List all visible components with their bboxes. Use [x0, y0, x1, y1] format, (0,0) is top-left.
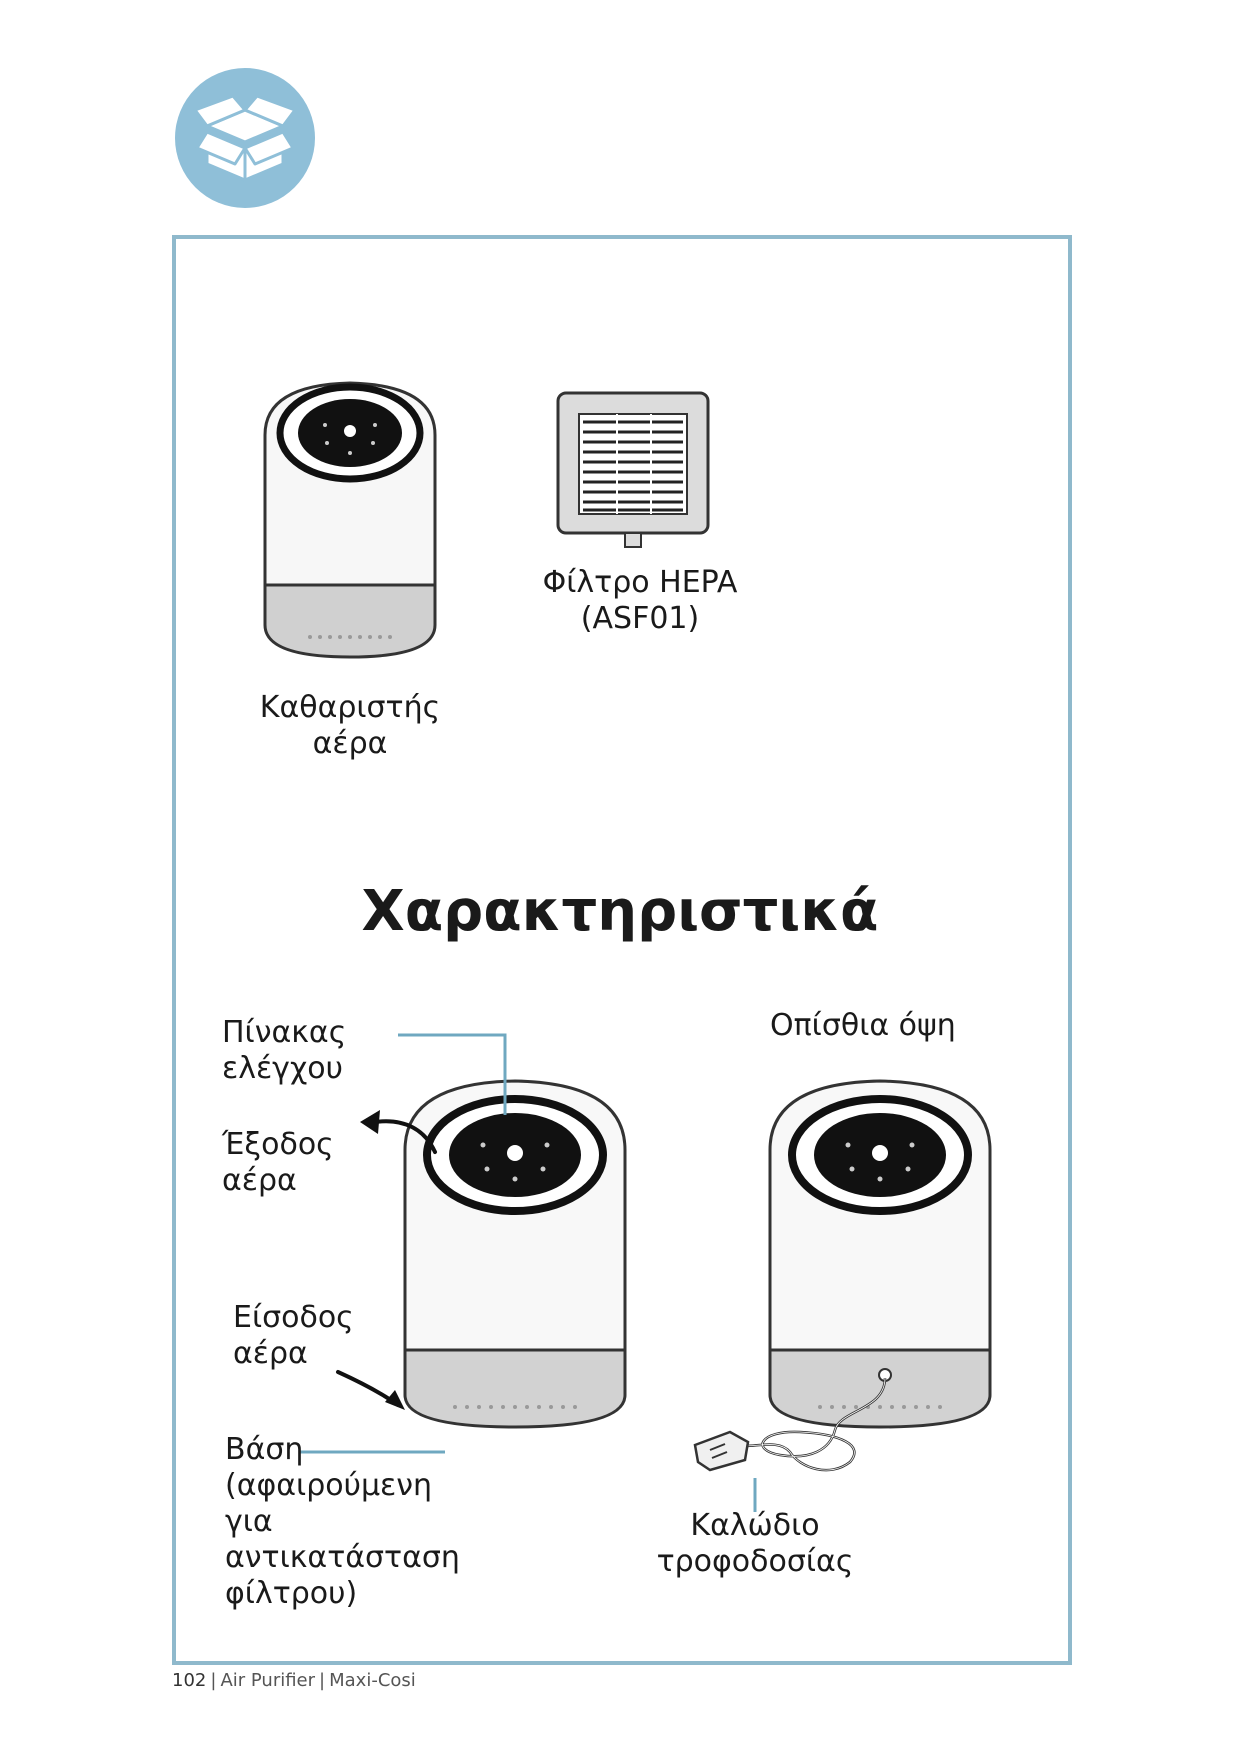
- purifier-label: Καθαριστής αέρα: [259, 690, 441, 761]
- air-outlet-label: Έξοδος αέρα: [222, 1127, 334, 1198]
- power-cable-label: Καλώδιο τροφοδοσίας: [656, 1508, 854, 1579]
- page-number: 102: [172, 1670, 207, 1691]
- hepa-filter-label: Φίλτρο HEPA (ASF01): [542, 565, 738, 636]
- page-footer: 102 | Air Purifier | Maxi-Cosi: [172, 1670, 416, 1691]
- air-inlet-label: Είσοδος αέρα: [233, 1300, 354, 1371]
- features-title: Χαρακτηριστικά: [361, 879, 879, 944]
- rear-view-label: Οπίσθια όψη: [770, 1008, 956, 1043]
- base-label: Βάση (αφαιρούμενη για αντικατάσταση φίλτρου): [225, 1432, 460, 1611]
- footer-brand: Maxi-Cosi: [329, 1670, 416, 1691]
- control-panel-label: Πίνακας ελέγχου: [222, 1015, 347, 1086]
- footer-product: Air Purifier: [220, 1670, 316, 1691]
